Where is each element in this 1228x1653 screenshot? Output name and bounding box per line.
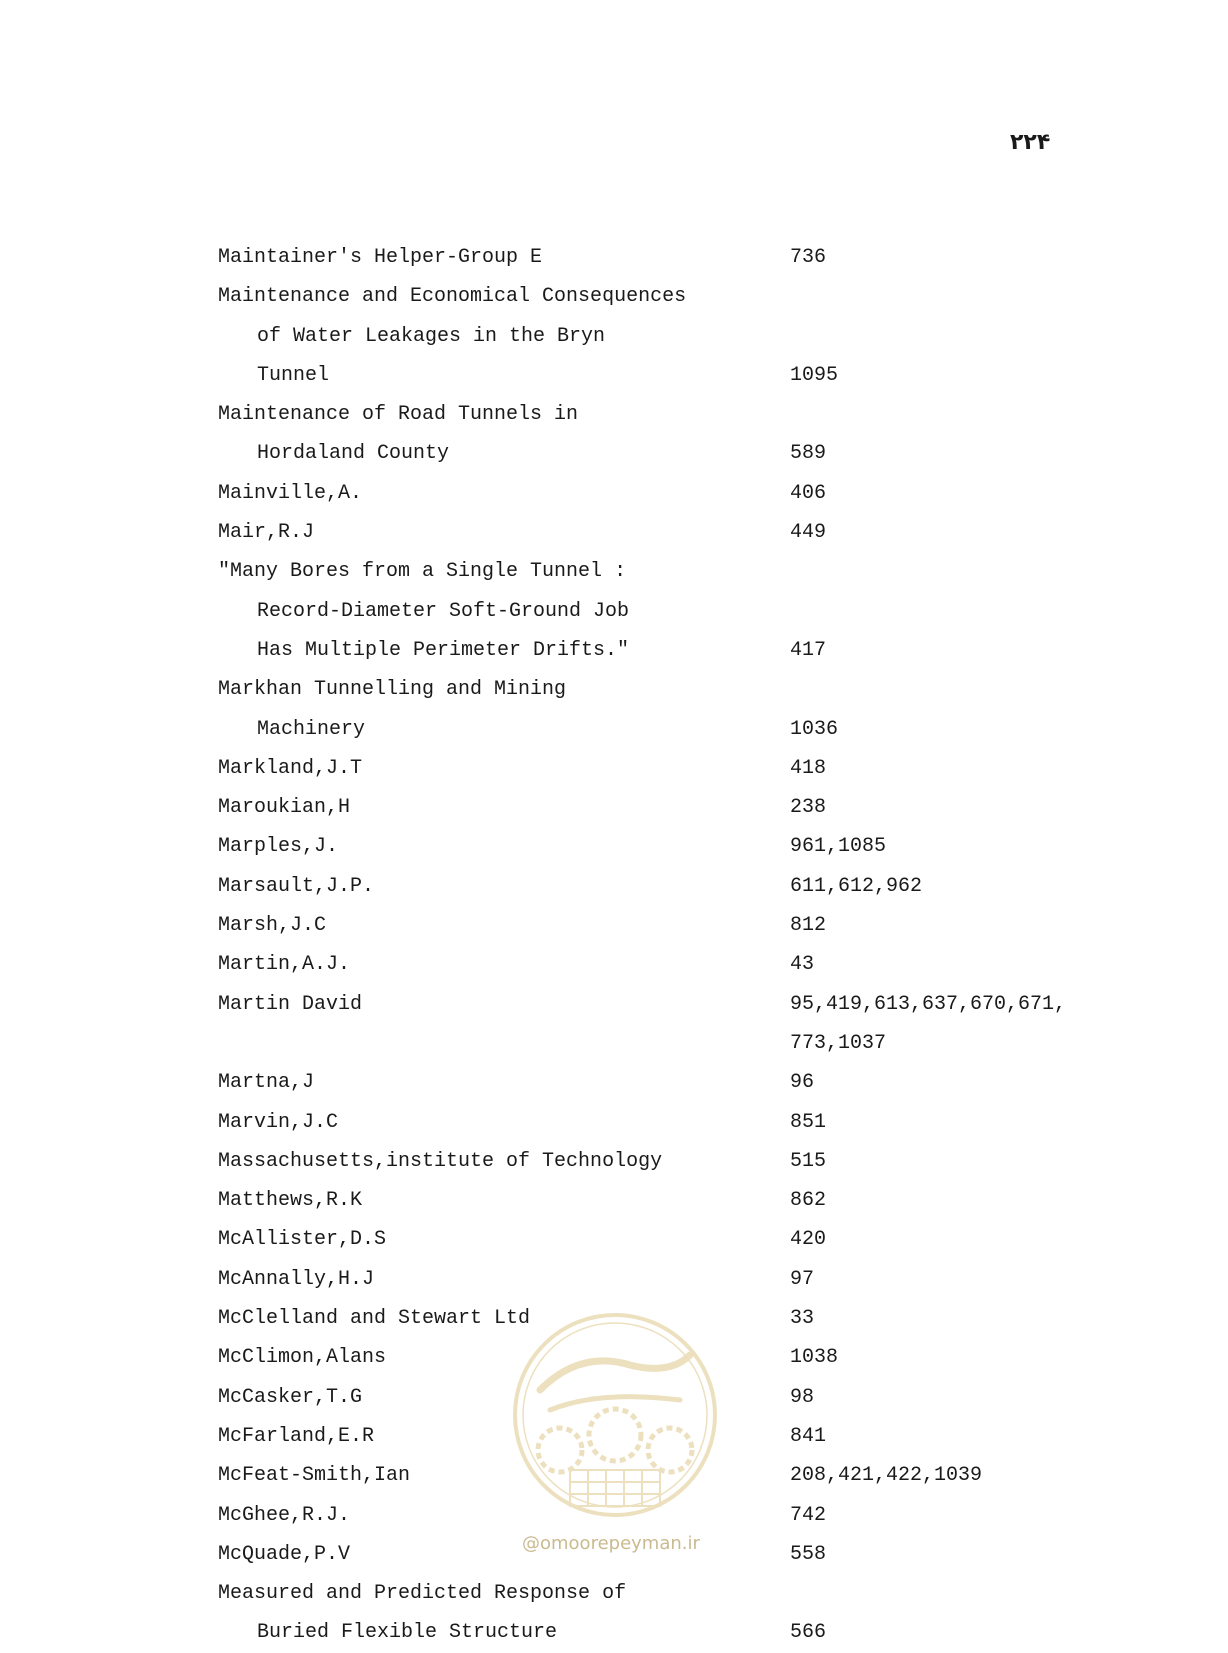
index-entry xyxy=(0,670,1228,709)
index-pages: 736 xyxy=(790,246,827,269)
watermark-seal-icon xyxy=(510,1310,720,1520)
page-number: ۲۲۴ xyxy=(1010,130,1051,155)
index-entry xyxy=(0,827,1228,866)
index-entry xyxy=(0,395,1228,434)
index-term: McCasker,T.G xyxy=(218,1385,363,1409)
index-term: Marvin,J.C xyxy=(218,1110,339,1134)
index-term: Martin David xyxy=(218,992,363,1016)
index-term: McFarland,E.R xyxy=(218,1424,375,1448)
index-entry xyxy=(0,277,1228,316)
index-term: Marsh,J.C xyxy=(218,914,327,938)
index-term: Massachusetts,institute of Technology xyxy=(218,1149,663,1173)
index-entry xyxy=(0,788,1228,827)
index-term: McAnnally,H.J xyxy=(218,1267,375,1291)
index-entry xyxy=(0,552,1228,591)
index-entry xyxy=(0,1142,1228,1181)
index-pages: 589 xyxy=(790,442,827,466)
index-term: Martna,J xyxy=(218,1071,315,1095)
index-pages: 515 xyxy=(790,1149,827,1173)
index-pages: 33 xyxy=(790,1307,815,1331)
index-term: Maintenance and Economical Consequences xyxy=(218,285,687,309)
index-term: Markhan Tunnelling and Mining xyxy=(218,678,567,702)
index-term: Hordaland County xyxy=(257,442,450,466)
index-pages: 418 xyxy=(790,756,827,780)
index-pages: 841 xyxy=(790,1424,827,1448)
index-pages: 406 xyxy=(790,481,827,505)
watermark-text: @omoorepeyman.ir xyxy=(522,1533,700,1554)
index-term: Marples,J. xyxy=(218,835,339,859)
index-entry xyxy=(0,317,1228,356)
index-entry xyxy=(0,238,1228,277)
index-term: McAllister,D.S xyxy=(218,1228,387,1252)
index-term: Has Multiple Perimeter Drifts." xyxy=(257,638,630,662)
index-pages: 417 xyxy=(790,638,827,662)
index-entry xyxy=(0,906,1228,945)
index-entry xyxy=(0,1181,1228,1220)
index-pages: 1038 xyxy=(790,1346,839,1370)
index-pages: 449 xyxy=(790,521,827,545)
index-term: "Many Bores from a Single Tunnel : xyxy=(218,560,627,584)
index-entry xyxy=(0,1574,1228,1613)
index-term: McFeat-Smith,Ian xyxy=(218,1464,411,1488)
index-entry xyxy=(0,1103,1228,1142)
index-term: Marsault,J.P. xyxy=(218,874,375,898)
index-entry xyxy=(0,1260,1228,1299)
index-entry xyxy=(0,1063,1228,1102)
index-pages: 862 xyxy=(790,1189,827,1213)
index-pages: 95,419,613,637,670,671, xyxy=(790,992,1067,1016)
index-term: Machinery xyxy=(257,717,366,741)
index-entry xyxy=(0,749,1228,788)
index-term: McClelland and Stewart Ltd xyxy=(218,1307,531,1331)
index-term: Buried Flexible Structure xyxy=(257,1621,558,1645)
index-pages: 1036 xyxy=(790,717,839,741)
index-pages: 812 xyxy=(790,914,827,938)
index-term: Maroukian,H xyxy=(218,796,351,820)
index-pages: 1095 xyxy=(790,363,839,387)
index-entry xyxy=(0,867,1228,906)
index-term: Record-Diameter Soft-Ground Job xyxy=(257,599,630,623)
index-term: of Water Leakages in the Bryn xyxy=(257,324,606,348)
index-pages: 96 xyxy=(790,1071,815,1095)
index-entry xyxy=(0,592,1228,631)
index-term: Mainville,A. xyxy=(218,481,363,505)
index-entry xyxy=(0,1613,1228,1652)
index-pages: 611,612,962 xyxy=(790,874,923,898)
index-term: Maintainer's Helper-Group E xyxy=(218,246,543,269)
index-entry xyxy=(0,985,1228,1024)
index-pages: 238 xyxy=(790,796,827,820)
index-pages: 961,1085 xyxy=(790,835,887,859)
index-entry xyxy=(0,710,1228,749)
index-pages: 742 xyxy=(790,1503,827,1527)
index-pages: 851 xyxy=(790,1110,827,1134)
index-term: Markland,J.T xyxy=(218,756,363,780)
index-term: Maintenance of Road Tunnels in xyxy=(218,403,579,427)
index-pages: 558 xyxy=(790,1542,827,1566)
index-pages: 208,421,422,1039 xyxy=(790,1464,983,1488)
index-entry xyxy=(0,474,1228,513)
index-pages: 98 xyxy=(790,1385,815,1409)
index-term: Matthews,R.K xyxy=(218,1189,363,1213)
index-term: Mair,R.J xyxy=(218,521,315,545)
index-entry xyxy=(0,434,1228,473)
index-term: McQuade,P.V xyxy=(218,1542,351,1566)
index-term: McGhee,R.J. xyxy=(218,1503,351,1527)
index-entry xyxy=(0,1024,1228,1063)
index-pages: 566 xyxy=(790,1621,827,1645)
index-entry xyxy=(0,945,1228,984)
index-term: Measured and Predicted Response of xyxy=(218,1582,627,1606)
index-term: Tunnel xyxy=(257,363,330,387)
index-entry xyxy=(0,356,1228,395)
index-entry xyxy=(0,631,1228,670)
index-entry xyxy=(0,513,1228,552)
index-term: Martin,A.J. xyxy=(218,953,351,977)
index-pages: 773,1037 xyxy=(790,1031,887,1055)
index-pages: 420 xyxy=(790,1228,827,1252)
index-pages: 43 xyxy=(790,953,815,977)
index-term: McClimon,Alans xyxy=(218,1346,387,1370)
index-pages: 97 xyxy=(790,1267,815,1291)
index-entry xyxy=(0,1220,1228,1259)
